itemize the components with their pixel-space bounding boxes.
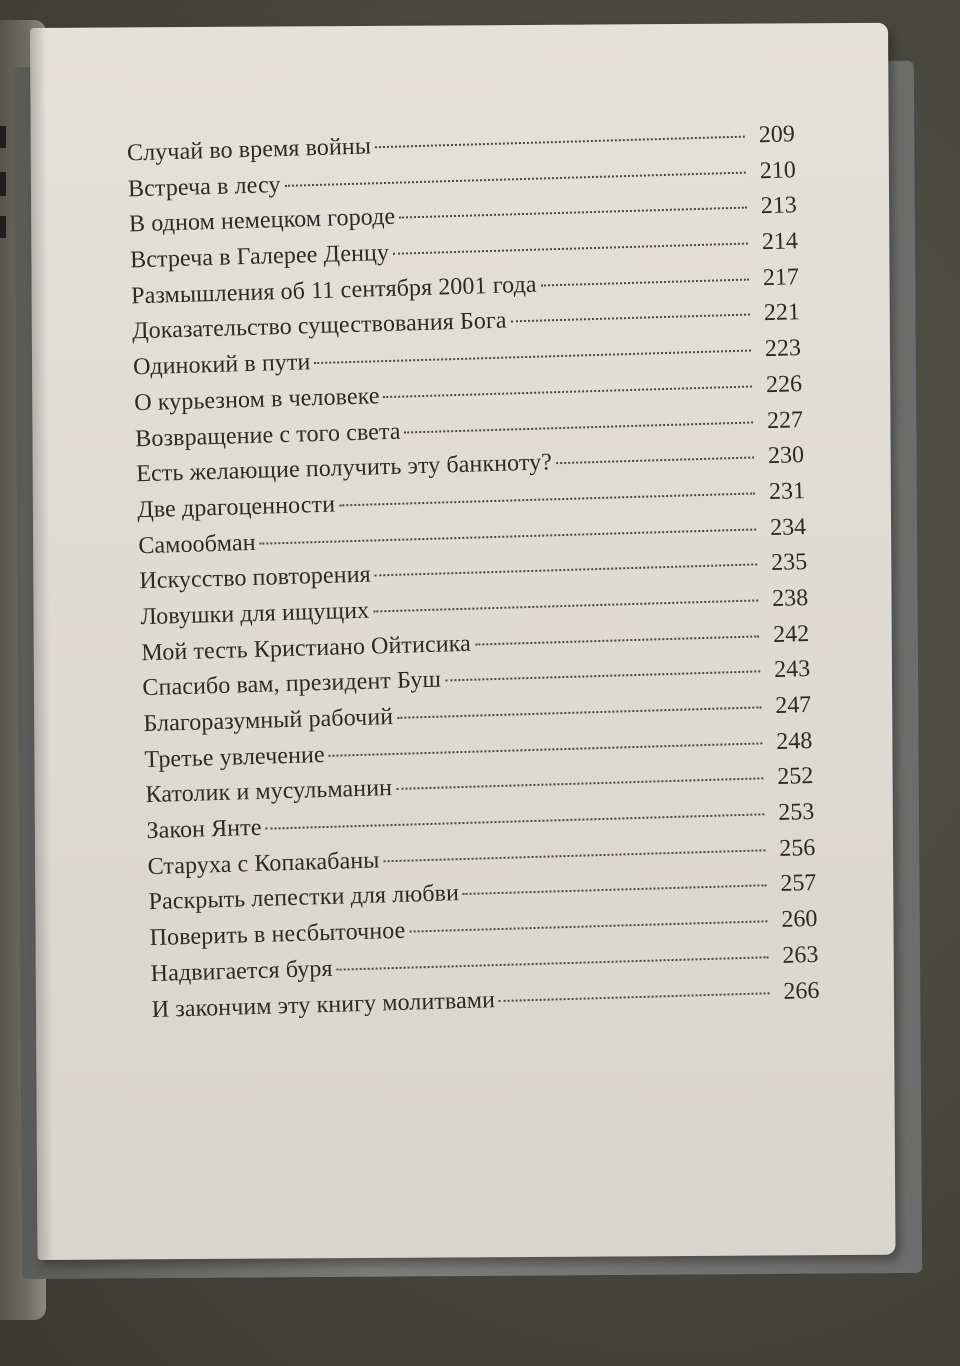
toc-entry-title: Две драгоценности: [136, 491, 336, 524]
toc-entry-title: Третье увлечение: [144, 741, 326, 773]
toc-entry-page: 257: [780, 870, 817, 898]
toc-dot-leader: [260, 528, 757, 544]
toc-dot-leader: [384, 385, 753, 398]
toc-entry-page: 266: [783, 977, 820, 1005]
toc-entry-page: 231: [768, 477, 806, 505]
toc-entry-page: 252: [776, 763, 814, 791]
toc-dot-leader: [265, 813, 764, 829]
toc-dot-leader: [499, 992, 770, 1002]
toc-entry-title: Одинокий в пути: [132, 349, 311, 381]
toc-entry-page: 263: [782, 941, 819, 969]
toc-entry-title: Размышления об 11 сентября 2001 года: [130, 271, 537, 310]
toc-entry-title: Встреча в лесу: [127, 171, 281, 203]
toc-dot-leader: [393, 243, 748, 255]
book-page: [30, 23, 896, 1260]
toc-entry-title: Католик и мусульманин: [145, 775, 393, 809]
toc-entry-page: 243: [773, 656, 811, 684]
toc-dot-leader: [556, 457, 754, 465]
toc-dot-leader: [397, 706, 761, 718]
table-of-contents: [127, 121, 820, 1032]
toc-entry-page: 217: [762, 263, 800, 291]
toc-entry-page: 238: [771, 584, 809, 612]
toc-dot-leader: [399, 207, 747, 219]
toc-entry-title: О курьезном в человеке: [133, 383, 380, 417]
toc-entry-page: 260: [781, 905, 818, 934]
toc-dot-leader: [314, 350, 751, 365]
toc-dot-leader: [375, 136, 745, 149]
toc-entry-title: Возвращение с того света: [134, 418, 401, 452]
toc-entry-title: Поверить в несбыточное: [149, 917, 406, 952]
toc-entry-title: Закон Янте: [146, 814, 262, 845]
toc-dot-leader: [511, 314, 750, 323]
toc-dot-leader: [339, 492, 755, 506]
toc-dot-leader: [409, 920, 767, 932]
toc-entry-title: Ловушки для ищущих: [140, 597, 370, 631]
toc-entry-page: 256: [778, 834, 816, 862]
toc-entry-page: 227: [766, 406, 804, 434]
toc-entry-page: 248: [775, 727, 813, 755]
toc-entry-page: 230: [767, 442, 805, 470]
toc-entry-page: 221: [763, 299, 801, 327]
toc-entry-page: 235: [770, 549, 808, 577]
toc-entry-title: Старуха с Копакабаны: [147, 847, 380, 880]
toc-entry-title: Надвигается буря: [150, 955, 333, 987]
toc-dot-leader: [329, 742, 763, 756]
toc-dot-leader: [475, 635, 759, 645]
toc-entry-page: 253: [777, 798, 815, 826]
toc-dot-leader: [373, 599, 758, 612]
toc-entry-page: 210: [759, 156, 797, 184]
toc-dot-leader: [463, 885, 766, 896]
toc-entry-title: И закончим эту книгу молитвами: [151, 986, 496, 1023]
toc-entry-title: Спасибо вам, президент Буш: [142, 666, 442, 702]
toc-entry-page: 242: [772, 620, 810, 648]
toc-entry-page: 247: [774, 691, 812, 719]
toc-dot-leader: [541, 278, 749, 286]
toc-entry-page: 234: [769, 513, 807, 541]
toc-entry-title: В одном немецком городе: [128, 204, 396, 238]
toc-entry-title: Есть желающие получить эту банкноту?: [135, 449, 553, 488]
toc-entry-page: 223: [764, 335, 802, 363]
toc-entry-page: 214: [761, 228, 799, 256]
toc-entry-title: Встреча в Галерее Денцу: [129, 239, 390, 274]
toc-entry-title: Случай во время войны: [126, 133, 372, 167]
toc-entry-page: 209: [758, 121, 796, 149]
toc-entry-title: Самообман: [137, 529, 256, 559]
toc-dot-leader: [375, 564, 757, 577]
toc-dot-leader: [285, 171, 746, 186]
toc-dot-leader: [337, 956, 769, 970]
toc-entry-page: 226: [765, 370, 803, 398]
toc-entry-title: Раскрыть лепестки для любви: [148, 880, 460, 916]
toc-entry-title: Доказательство существования Бога: [131, 307, 507, 345]
toc-entry-page: 213: [760, 192, 798, 220]
toc-dot-leader: [383, 849, 765, 862]
toc-entry-title: Искусство повторения: [139, 561, 372, 595]
toc-entry-title: Благоразумный рабочий: [143, 703, 394, 738]
toc-dot-leader: [445, 671, 760, 682]
toc-dot-leader: [405, 421, 754, 433]
toc-entry-title: Мой тесть Кристиано Ойтисика: [141, 630, 472, 666]
toc-dot-leader: [396, 778, 763, 791]
